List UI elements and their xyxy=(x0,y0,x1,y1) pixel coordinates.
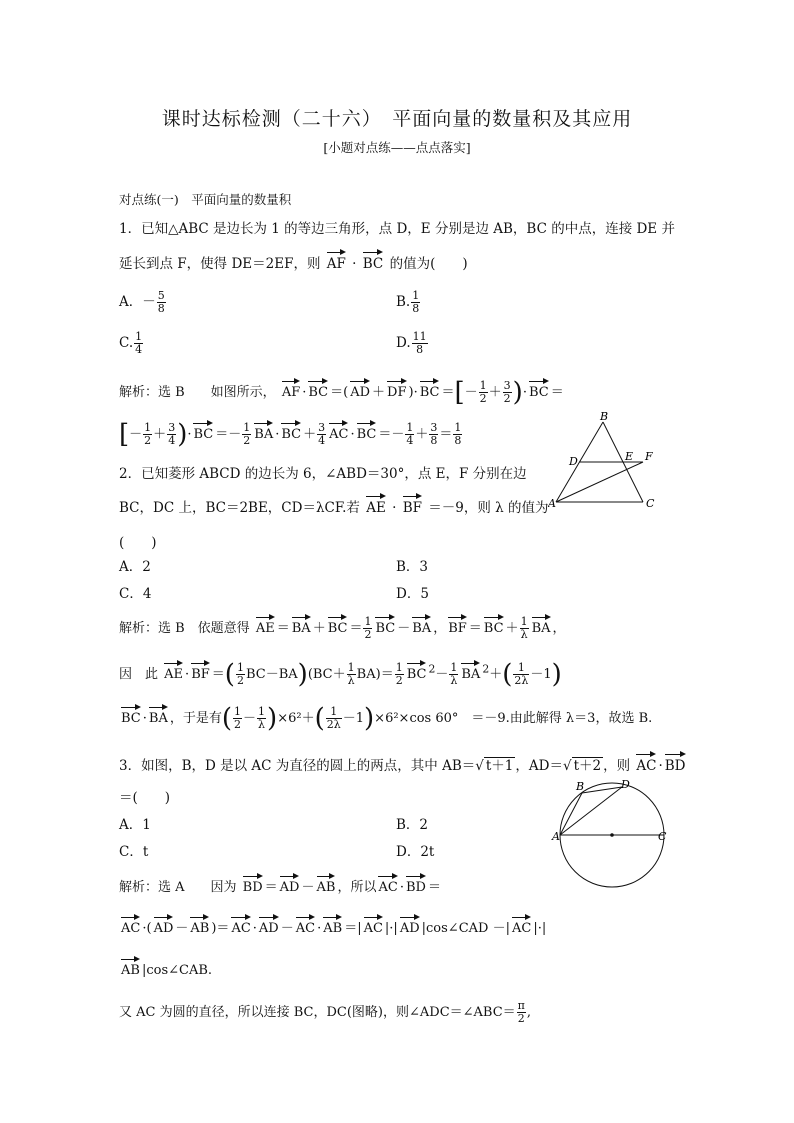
numerator: 1 xyxy=(234,705,242,718)
denominator: 2 xyxy=(517,1012,525,1025)
fraction xyxy=(236,662,245,687)
vector-BD: BD xyxy=(406,873,426,895)
equals: ＝ xyxy=(264,880,278,895)
equals: ＝ xyxy=(550,385,564,400)
q1-solution-line1 xyxy=(119,377,564,408)
numerator: 1 xyxy=(520,615,528,628)
minus: － xyxy=(397,621,411,636)
page-subtitle: [小题对点练——点点落实] xyxy=(323,140,471,155)
vector-AF: AF xyxy=(282,378,300,400)
q1-stem-line2 xyxy=(119,249,468,272)
denominator: λ xyxy=(258,718,266,731)
dot-op: · xyxy=(185,667,190,682)
fraction xyxy=(517,1000,526,1025)
fraction xyxy=(412,331,428,356)
numerator: 3 xyxy=(168,421,176,434)
fraction xyxy=(257,706,266,731)
vector-BF: BF xyxy=(191,660,210,682)
vector-BC: BC xyxy=(193,420,213,442)
option-label: C. xyxy=(119,335,134,351)
q2-stem-line2 xyxy=(119,493,549,516)
equals: ＝ xyxy=(215,427,229,442)
solution-text: 解析：选 B 依题意得 xyxy=(119,621,250,636)
denominator: 2 xyxy=(243,434,251,447)
numerator: 1 xyxy=(258,705,266,718)
vector-BA: BA xyxy=(254,420,273,442)
denominator: 2λ xyxy=(514,674,529,687)
fraction xyxy=(479,380,488,405)
vector-BE: BC xyxy=(328,614,348,636)
option-label: B. xyxy=(396,294,411,310)
vector-BA: BA xyxy=(461,660,480,682)
fraction xyxy=(233,706,242,731)
equals: ＝ xyxy=(380,667,394,682)
vector-BA: BA xyxy=(149,704,168,726)
fraction xyxy=(513,662,529,687)
solution-text: 又 AC 为圆的直径，所以连接 BC，DC(图略)，则∠ADC＝∠ABC＝ xyxy=(119,1005,516,1020)
vector-AC: AC xyxy=(231,914,250,936)
equals: ＝ xyxy=(427,880,441,895)
option-label: D. xyxy=(396,335,411,351)
fraction xyxy=(326,706,342,731)
minus: － xyxy=(391,427,405,442)
one: 1 xyxy=(543,667,552,682)
fraction xyxy=(453,422,462,447)
solution-text: |·| xyxy=(384,921,398,936)
q1-option-c xyxy=(119,331,144,356)
solution-text: , xyxy=(526,1005,532,1020)
minus: － xyxy=(342,711,356,726)
q2-stem-line1: 2．已知菱形 ABCD 的边长为 6，∠ABD＝30°，点 E，F 分别在边 xyxy=(119,466,527,482)
label-D: D xyxy=(569,455,578,468)
option-label: A．－ xyxy=(119,294,156,310)
sqrt-arg: t＋1 xyxy=(485,758,514,774)
bracket: ( xyxy=(314,703,325,734)
q1-solution-line2 xyxy=(119,419,463,450)
vector-AB: AB xyxy=(317,873,336,895)
vector-BC: BC xyxy=(281,420,301,442)
q3-solution-line4 xyxy=(119,1000,531,1025)
label-F: F xyxy=(645,450,653,463)
q1-text: 的值为( ) xyxy=(389,256,468,272)
bracket: ( xyxy=(502,659,513,690)
fraction xyxy=(449,662,458,687)
q2-solution-line1: 解析：选 B 依题意得 AE ＝ BA ＋ BC ＝ $\frac{1}{2}$ BC － BA ， BF ＝ BC ＋ $\frac{1}{\lambda}$ BA ， xyxy=(119,615,566,641)
fraction xyxy=(429,422,438,447)
equals: ＝ xyxy=(349,621,363,636)
vector-BC: BC xyxy=(420,378,440,400)
solution-text: ，所以 xyxy=(337,880,377,895)
vector-AE: AE xyxy=(366,493,386,516)
denominator: 8 xyxy=(430,434,438,447)
numerator: 1 xyxy=(135,330,143,343)
solution-text: |cos∠CAD －| xyxy=(421,921,510,936)
solution-text: ＝( xyxy=(330,385,349,400)
denominator: 2 xyxy=(395,674,403,687)
label-C: C xyxy=(646,497,655,510)
q3-text: ，AD＝ xyxy=(515,758,563,774)
denominator: 8 xyxy=(454,434,462,447)
vector-AC: AC xyxy=(121,914,140,936)
q3-option-d: D．2t xyxy=(396,844,435,860)
solution-text: ×6²×cos 60° ＝－9.由此解得 λ＝3，故选 B. xyxy=(374,711,653,726)
q2-option-c: C．4 xyxy=(119,586,152,602)
ba-text: BA xyxy=(356,667,376,682)
vector-AC: AC xyxy=(329,420,348,442)
vector-BC: BC xyxy=(308,378,328,400)
minus: － xyxy=(435,667,449,682)
numerator: 1 xyxy=(144,421,152,434)
solution-text: ，于是有 xyxy=(169,711,222,726)
dot-op: · xyxy=(252,921,257,936)
q3-solution-line3 xyxy=(119,956,212,978)
bracket: [ xyxy=(119,419,130,450)
equals: ＝ xyxy=(378,427,392,442)
equals: ＝ xyxy=(276,621,290,636)
solution-text: ×6²＋ xyxy=(277,711,315,726)
vector-BA: BA xyxy=(532,614,551,636)
segment-AF xyxy=(556,462,643,502)
vector-AD: AD xyxy=(400,914,420,936)
minus: － xyxy=(228,427,242,442)
numerator: π xyxy=(517,999,525,1012)
equals: ＝ xyxy=(211,667,225,682)
square: 2 xyxy=(428,662,436,676)
vector-AB: AB xyxy=(323,914,342,936)
q2-text: ＝－9，则 λ 的值为 xyxy=(428,500,549,516)
fraction xyxy=(363,616,372,641)
vector-AC: AC xyxy=(378,873,397,895)
circle-figure xyxy=(550,780,675,890)
denominator: 4 xyxy=(406,434,414,447)
equals: ＝ xyxy=(216,921,230,936)
fraction xyxy=(503,380,512,405)
label-E: E xyxy=(625,450,634,463)
vector-BD: BD xyxy=(665,751,686,774)
q1-option-b xyxy=(396,290,421,315)
q3-solution-line1 xyxy=(119,873,441,895)
denominator: 2λ xyxy=(326,718,341,731)
vector-BC: BC xyxy=(375,614,395,636)
minus: － xyxy=(243,711,257,726)
equals: ＝ xyxy=(439,427,453,442)
fraction xyxy=(242,422,251,447)
sqrt-arg: t＋2 xyxy=(573,758,602,774)
vector-BD: BD xyxy=(243,873,263,895)
label-A: A xyxy=(548,497,556,510)
vector-AF: AF xyxy=(327,249,346,272)
vector-BC: BC xyxy=(484,614,504,636)
fraction xyxy=(167,422,176,447)
fraction xyxy=(157,290,166,315)
vector-AC: AC xyxy=(364,914,383,936)
q2-text: BC，DC 上，BC＝2BE，CD＝λCF.若 xyxy=(119,500,360,516)
denominator: 4 xyxy=(318,434,326,447)
solution-text: 解析：选 A 因为 xyxy=(119,880,237,895)
plus: ＋ xyxy=(153,427,167,442)
vector-BC: BC xyxy=(357,420,377,442)
minus: － xyxy=(265,667,279,682)
solution-text: ＋ xyxy=(372,385,386,400)
numerator: 3 xyxy=(503,379,511,392)
q2-option-a: A．2 xyxy=(119,559,151,575)
numerator: 1 xyxy=(479,379,487,392)
q2-stem-line3: ( ) xyxy=(119,535,157,551)
solution-text: 因 此 xyxy=(119,667,159,682)
section-heading: 对点练(一) 平面向量的数量积 xyxy=(119,192,292,207)
denominator: λ xyxy=(450,674,458,687)
dot-op: · xyxy=(302,385,307,400)
dot-op: · xyxy=(275,427,280,442)
vector-AC: AC xyxy=(636,751,656,774)
vector-AC: AC xyxy=(296,914,315,936)
minus: － xyxy=(301,880,315,895)
minus: － xyxy=(280,921,294,936)
vector-DF: DF xyxy=(387,378,406,400)
q2-option-d: D．5 xyxy=(396,586,429,602)
numerator: 3 xyxy=(430,421,438,434)
one: 1 xyxy=(355,711,365,726)
dot-op: · xyxy=(317,921,322,936)
fraction xyxy=(143,422,152,447)
chord-AB xyxy=(560,793,582,835)
plus: ＋ xyxy=(489,667,503,682)
denominator: 4 xyxy=(168,434,176,447)
q2-solution-line3 xyxy=(119,703,653,734)
denominator: 8 xyxy=(416,343,424,356)
bracket: ) xyxy=(267,703,278,734)
q1-stem-line1: 1．已知△ABC 是边长为 1 的等边三角形，点 D，E 分别是边 AB，BC 的中点，连接 DE 并 xyxy=(119,221,675,237)
plus: ＋ xyxy=(505,621,519,636)
vector-AE: AE xyxy=(256,614,275,636)
numerator: 1 xyxy=(406,421,414,434)
solution-text: ＝ xyxy=(441,385,455,400)
numerator: 1 xyxy=(454,421,462,434)
vector-BF: BF xyxy=(403,493,422,516)
ba-text: BA xyxy=(278,667,298,682)
numerator: 1 xyxy=(450,661,458,674)
bracket: ( xyxy=(224,659,235,690)
denominator: 8 xyxy=(157,302,165,315)
vector-AD: AD xyxy=(154,914,174,936)
plus: ＋ xyxy=(415,427,429,442)
bracket: ) xyxy=(364,703,375,734)
dot-op: · xyxy=(142,711,147,726)
vector-BC: BC xyxy=(121,704,141,726)
vector-AB: BA xyxy=(292,614,311,636)
center-point xyxy=(610,833,614,837)
dot-op: · xyxy=(187,427,192,442)
denominator: 2 xyxy=(234,718,242,731)
numerator: 11 xyxy=(412,330,427,343)
minus: － xyxy=(464,385,478,400)
vector-BC: BC xyxy=(407,660,427,682)
fraction xyxy=(134,331,143,356)
q3-option-a: A．1 xyxy=(119,817,151,833)
numerator: 1 xyxy=(513,662,529,675)
solution-text: ＝| xyxy=(344,921,362,936)
denominator: λ xyxy=(520,628,528,641)
solution-text: 解析：选 B 如图所示， xyxy=(119,385,276,400)
numerator: 3 xyxy=(318,421,326,434)
solution-text: |cos∠CAB. xyxy=(141,963,213,978)
q3-stem-line2: ＝( ) xyxy=(119,790,171,806)
dot-op: · xyxy=(352,256,357,272)
vector-BC: BC xyxy=(529,378,549,400)
label-B: B xyxy=(576,780,585,793)
fraction xyxy=(411,290,420,315)
fraction xyxy=(520,616,529,641)
numerator: 5 xyxy=(157,289,165,302)
fraction xyxy=(347,662,356,687)
denominator: 2 xyxy=(144,434,152,447)
bracket: ) xyxy=(177,419,188,450)
fraction xyxy=(317,422,326,447)
q3-text: 3．如图，B，D 是以 AC 为直径的圆上的两点，其中 AB＝ xyxy=(119,758,476,774)
vector-AB: AB xyxy=(190,914,209,936)
label-C: C xyxy=(658,830,667,843)
q3-solution-line2: AC ·( AD － AB )＝ AC · AD － AC · AB ＝| AC |·| AD |cos∠CAD －| AC |·| xyxy=(119,914,546,936)
dot-op: · xyxy=(522,385,527,400)
numerator: 1 xyxy=(236,661,244,674)
bracket: ) xyxy=(551,659,562,690)
minus: － xyxy=(530,667,544,682)
chord-AD xyxy=(560,787,622,835)
q2-option-b: B．3 xyxy=(396,559,429,575)
q3-text: ，则 xyxy=(603,758,631,774)
bracket: ( xyxy=(221,703,233,734)
label-B: B xyxy=(600,412,609,423)
vector-BF: BF xyxy=(448,614,467,636)
vector-AD: AD xyxy=(259,914,279,936)
plus: ＋ xyxy=(488,385,502,400)
numerator: 1 xyxy=(412,289,420,302)
fraction xyxy=(405,422,414,447)
label-D: D xyxy=(621,780,630,791)
denominator: λ xyxy=(347,674,355,687)
dot-op: · xyxy=(658,758,663,774)
numerator: 1 xyxy=(326,706,342,719)
solution-text: |·| xyxy=(533,921,547,936)
plus: ＋ xyxy=(303,427,317,442)
q3-option-b: B．2 xyxy=(396,817,429,833)
plus: ＋ xyxy=(332,667,346,682)
dot-op: · xyxy=(350,427,355,442)
solution-text: )· xyxy=(408,385,418,400)
q3-option-c: C．t xyxy=(119,844,149,860)
numerator: 1 xyxy=(347,661,355,674)
minus: － xyxy=(129,427,143,442)
denominator: 2 xyxy=(236,674,244,687)
equals: ＝ xyxy=(468,621,482,636)
denominator: 4 xyxy=(135,343,143,356)
vector-BC: BC xyxy=(363,249,384,272)
page-title: 课时达标检测（二十六） 平面向量的数量积及其应用 xyxy=(161,108,633,130)
bc-text: BC xyxy=(312,667,333,682)
q3-stem-line1: 3．如图，B，D 是以 AC 为直径的圆上的两点，其中 AB＝√ t＋1 ，AD＝√ t＋2 ，则 AC · BD xyxy=(119,751,688,774)
bracket: ) xyxy=(512,377,523,408)
vector-AC: AC xyxy=(512,914,531,936)
bracket: ) xyxy=(297,659,308,690)
bracket: [ xyxy=(454,377,465,408)
minus: － xyxy=(175,921,189,936)
dot-op: · xyxy=(142,921,147,936)
vector-AD: AD xyxy=(350,378,370,400)
square: 2 xyxy=(482,662,490,676)
denominator: 2 xyxy=(364,628,372,641)
label-A: A xyxy=(552,830,560,843)
fraction xyxy=(395,662,404,687)
q1-option-d xyxy=(396,331,429,356)
vector-AE: AE xyxy=(164,660,183,682)
denominator: 8 xyxy=(412,302,420,315)
denominator: 2 xyxy=(503,392,511,405)
numerator: 1 xyxy=(395,661,403,674)
dot-op: · xyxy=(399,880,404,895)
q1-option-a xyxy=(119,290,167,315)
vector-BA: BA xyxy=(412,614,431,636)
numerator: 1 xyxy=(243,421,251,434)
numerator: 1 xyxy=(364,615,372,628)
vector-AD: AD xyxy=(280,873,300,895)
vector-AB: AB xyxy=(121,956,140,978)
denominator: 2 xyxy=(479,392,487,405)
dot-op: · xyxy=(392,500,397,516)
triangle-figure xyxy=(548,412,658,512)
plus: ＋ xyxy=(312,621,326,636)
bc-text: BC xyxy=(245,667,266,682)
q2-solution-line2: 因 此 AE · BF ＝( $\frac{1}{2}$ BC－BA)(BC＋ $\frac{1}{\lambda}$ BA)＝ $\frac{1}{2}$ BC $^2$－ $\frac{1}{\lambda}$ BA $^2$＋( $\frac{1}{2\lambda}$ －1) xyxy=(119,659,562,690)
q1-text: 延长到点 F，使得 DE＝2EF，则 xyxy=(119,256,321,272)
